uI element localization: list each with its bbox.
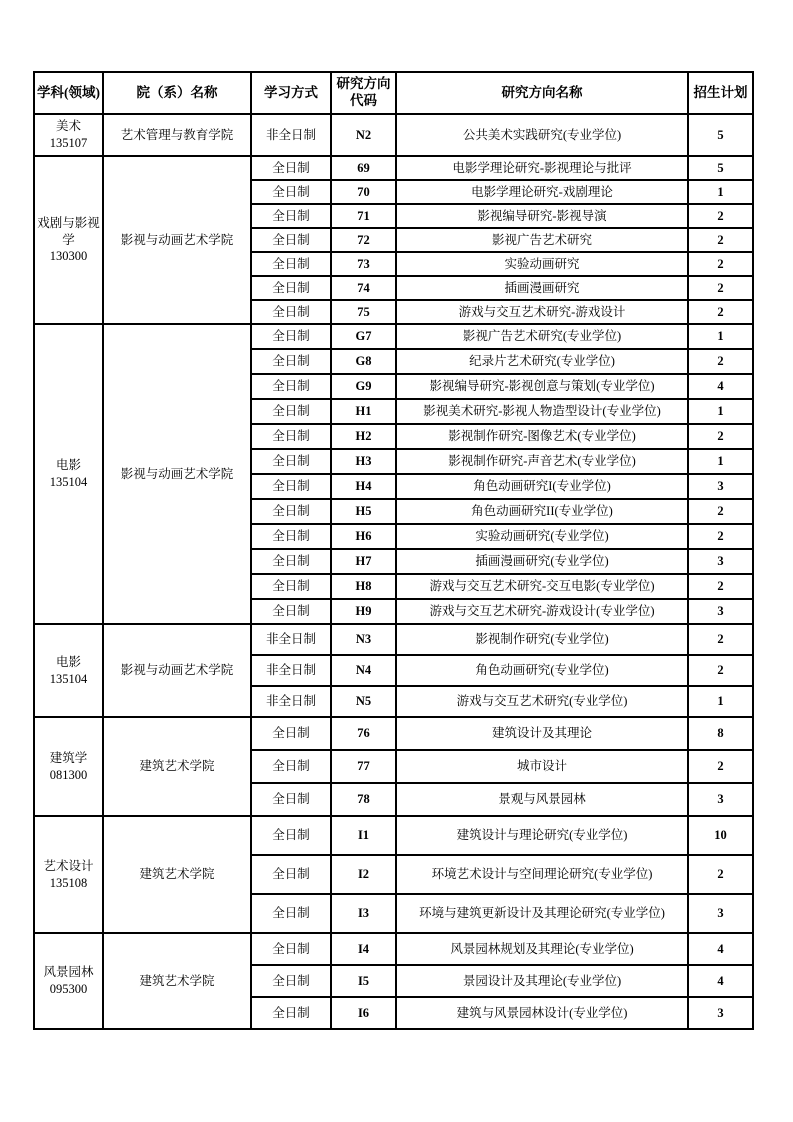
- direction-name-cell: 影视编导研究-影视导演: [396, 204, 688, 228]
- study-mode-cell: 全日制: [251, 424, 331, 449]
- direction-name-cell: 角色动画研究(专业学位): [396, 655, 688, 686]
- direction-code-cell: G7: [331, 324, 396, 349]
- direction-code-cell: I1: [331, 816, 396, 855]
- direction-code-cell: H1: [331, 399, 396, 424]
- table-row: [34, 624, 753, 655]
- direction-name-cell: 角色动画研究II(专业学位): [396, 499, 688, 524]
- subject-cell: [34, 717, 103, 816]
- study-mode-cell: 全日制: [251, 933, 331, 965]
- direction-name-cell: 风景园林规划及其理论(专业学位): [396, 933, 688, 965]
- direction-code-cell: I4: [331, 933, 396, 965]
- study-mode-cell: 全日制: [251, 549, 331, 574]
- direction-name-cell: 影视广告艺术研究(专业学位): [396, 324, 688, 349]
- subject-code: 135104: [49, 671, 88, 686]
- direction-name-cell: 电影学理论研究-戏剧理论: [396, 180, 688, 204]
- direction-name-cell: 影视编导研究-影视创意与策划(专业学位): [396, 374, 688, 399]
- study-mode-cell: 全日制: [251, 399, 331, 424]
- enrollment-plan-cell: 8: [688, 717, 753, 750]
- table-row: [34, 324, 753, 349]
- enrollment-plan-cell: 2: [688, 228, 753, 252]
- study-mode-cell: 全日制: [251, 997, 331, 1029]
- study-mode-cell: 非全日制: [251, 655, 331, 686]
- enrollment-plan-cell: 1: [688, 180, 753, 204]
- direction-name-cell: 建筑设计与理论研究(专业学位): [396, 816, 688, 855]
- header-college: 院（系）名称: [103, 72, 251, 114]
- study-mode-cell: 全日制: [251, 180, 331, 204]
- direction-code-cell: H3: [331, 449, 396, 474]
- enrollment-plan-cell: 3: [688, 599, 753, 624]
- study-mode-cell: 全日制: [251, 474, 331, 499]
- direction-name-cell: 建筑设计及其理论: [396, 717, 688, 750]
- direction-name-cell: 角色动画研究I(专业学位): [396, 474, 688, 499]
- table-row: [34, 156, 753, 180]
- study-mode-cell: 全日制: [251, 324, 331, 349]
- study-mode-cell: 非全日制: [251, 114, 331, 156]
- table-row: [34, 717, 753, 750]
- subject-code: 095300: [49, 982, 88, 996]
- enrollment-plan-cell: 2: [688, 855, 753, 894]
- enrollment-plan-cell: 3: [688, 997, 753, 1029]
- direction-code-cell: G8: [331, 349, 396, 374]
- direction-code-cell: 71: [331, 204, 396, 228]
- direction-code-cell: 70: [331, 180, 396, 204]
- direction-name-cell: 实验动画研究: [396, 252, 688, 276]
- direction-code-cell: G9: [331, 374, 396, 399]
- study-mode-cell: 非全日制: [251, 624, 331, 655]
- enrollment-plan-cell: 2: [688, 624, 753, 655]
- direction-code-cell: 74: [331, 276, 396, 300]
- direction-code-cell: 75: [331, 300, 396, 324]
- study-mode-cell: 全日制: [251, 599, 331, 624]
- table-row: [34, 114, 753, 156]
- direction-code-cell: 73: [331, 252, 396, 276]
- subject-cell: [34, 156, 103, 324]
- enrollment-plan-cell: 2: [688, 499, 753, 524]
- direction-name-cell: 游戏与交互艺术研究-游戏设计(专业学位): [396, 599, 688, 624]
- college-cell: 影视与动画艺术学院: [103, 156, 251, 324]
- subject-cell: [34, 114, 103, 156]
- direction-name-cell: 城市设计: [396, 750, 688, 783]
- enrollment-plan-cell: 2: [688, 349, 753, 374]
- direction-name-cell: 影视美术研究-影视人物造型设计(专业学位): [396, 399, 688, 424]
- direction-name-cell: 景观与风景园林: [396, 783, 688, 816]
- direction-name-cell: 游戏与交互艺术研究(专业学位): [396, 686, 688, 717]
- study-mode-cell: 全日制: [251, 300, 331, 324]
- header-study-mode: 学习方式: [251, 72, 331, 114]
- study-mode-cell: 全日制: [251, 499, 331, 524]
- study-mode-cell: 全日制: [251, 717, 331, 750]
- header-row: [34, 72, 753, 114]
- table-row: [34, 816, 753, 855]
- direction-code-cell: H8: [331, 574, 396, 599]
- enrollment-plan-cell: 1: [688, 324, 753, 349]
- subject-name: 美术: [55, 119, 81, 134]
- table-row: [34, 933, 753, 965]
- header-subject: 学科(领域): [34, 72, 103, 114]
- direction-code-cell: H4: [331, 474, 396, 499]
- direction-name-cell: 插画漫画研究(专业学位): [396, 549, 688, 574]
- direction-code-cell: I3: [331, 894, 396, 933]
- subject-name: 风景园林: [43, 965, 94, 980]
- study-mode-cell: 非全日制: [251, 686, 331, 717]
- study-mode-cell: 全日制: [251, 855, 331, 894]
- study-mode-cell: 全日制: [251, 524, 331, 549]
- direction-code-cell: I5: [331, 965, 396, 997]
- study-mode-cell: 全日制: [251, 574, 331, 599]
- direction-name-cell: 插画漫画研究: [396, 276, 688, 300]
- direction-code-cell: N4: [331, 655, 396, 686]
- enrollment-plan-cell: 2: [688, 300, 753, 324]
- direction-code-cell: H7: [331, 549, 396, 574]
- direction-code-cell: 77: [331, 750, 396, 783]
- direction-code-cell: N2: [331, 114, 396, 156]
- direction-code-cell: H2: [331, 424, 396, 449]
- direction-name-cell: 纪录片艺术研究(专业学位): [396, 349, 688, 374]
- direction-name-cell: 影视制作研究-声音艺术(专业学位): [396, 449, 688, 474]
- enrollment-plan-cell: 4: [688, 965, 753, 997]
- enrollment-plan-cell: 5: [688, 114, 753, 156]
- subject-code: 081300: [49, 767, 88, 782]
- study-mode-cell: 全日制: [251, 816, 331, 855]
- direction-name-cell: 景园设计及其理论(专业学位): [396, 965, 688, 997]
- direction-code-cell: 69: [331, 156, 396, 180]
- direction-code-cell: H9: [331, 599, 396, 624]
- college-cell: 建筑艺术学院: [103, 717, 251, 816]
- enrollment-plan-cell: 3: [688, 894, 753, 933]
- study-mode-cell: 全日制: [251, 783, 331, 816]
- enrollment-plan-cell: 2: [688, 750, 753, 783]
- study-mode-cell: 全日制: [251, 204, 331, 228]
- college-cell: 建筑艺术学院: [103, 933, 251, 1029]
- enrollment-plan-cell: 3: [688, 474, 753, 499]
- table-body: [34, 114, 753, 1029]
- study-mode-cell: 全日制: [251, 156, 331, 180]
- subject-name: 电影: [55, 654, 81, 669]
- college-cell: 影视与动画艺术学院: [103, 324, 251, 624]
- college-cell: 影视与动画艺术学院: [103, 624, 251, 717]
- subject-code: 135107: [49, 136, 88, 150]
- subject-cell: [34, 816, 103, 933]
- study-mode-cell: 全日制: [251, 349, 331, 374]
- subject-name: 艺术设计: [43, 858, 94, 873]
- subject-code: 135104: [49, 475, 88, 489]
- subject-cell: [34, 933, 103, 1029]
- subject-name: 建筑学: [49, 750, 88, 765]
- direction-name-cell: 影视制作研究(专业学位): [396, 624, 688, 655]
- college-cell: 建筑艺术学院: [103, 816, 251, 933]
- enrollment-plan-cell: 4: [688, 374, 753, 399]
- enrollment-plan-cell: 1: [688, 399, 753, 424]
- enrollment-plan-cell: 2: [688, 655, 753, 686]
- direction-code-cell: N3: [331, 624, 396, 655]
- study-mode-cell: 全日制: [251, 449, 331, 474]
- direction-code-cell: I6: [331, 997, 396, 1029]
- enrollment-plan-cell: 2: [688, 424, 753, 449]
- direction-code-cell: H6: [331, 524, 396, 549]
- direction-name-cell: 游戏与交互艺术研究-游戏设计: [396, 300, 688, 324]
- subject-cell: [34, 324, 103, 624]
- subject-code: 135108: [49, 875, 88, 890]
- direction-name-cell: 游戏与交互艺术研究-交互电影(专业学位): [396, 574, 688, 599]
- enrollment-plan-cell: 2: [688, 252, 753, 276]
- direction-code-cell: H5: [331, 499, 396, 524]
- enrollment-plan-cell: 3: [688, 783, 753, 816]
- direction-name-cell: 环境艺术设计与空间理论研究(专业学位): [396, 855, 688, 894]
- enrollment-plan-cell: 2: [688, 574, 753, 599]
- subject-code: 130300: [49, 249, 88, 264]
- study-mode-cell: 全日制: [251, 228, 331, 252]
- subject-cell: [34, 624, 103, 717]
- header-direction-code: 研究方向代码: [331, 72, 396, 114]
- direction-name-cell: 公共美术实践研究(专业学位): [396, 114, 688, 156]
- direction-code-cell: N5: [331, 686, 396, 717]
- subject-name: 戏剧与影视学: [37, 215, 100, 247]
- study-mode-cell: 全日制: [251, 750, 331, 783]
- header-direction-name: 研究方向名称: [396, 72, 688, 114]
- direction-name-cell: 建筑与风景园林设计(专业学位): [396, 997, 688, 1029]
- direction-code-cell: I2: [331, 855, 396, 894]
- enrollment-plan-cell: 1: [688, 449, 753, 474]
- direction-code-cell: 72: [331, 228, 396, 252]
- enrollment-plan-cell: 2: [688, 276, 753, 300]
- enrollment-plan-cell: 4: [688, 933, 753, 965]
- study-mode-cell: 全日制: [251, 276, 331, 300]
- direction-name-cell: 电影学理论研究-影视理论与批评: [396, 156, 688, 180]
- direction-code-cell: 78: [331, 783, 396, 816]
- college-cell: 艺术管理与教育学院: [103, 114, 251, 156]
- study-mode-cell: 全日制: [251, 894, 331, 933]
- enrollment-plan-cell: 2: [688, 524, 753, 549]
- table-header: [34, 72, 753, 114]
- enrollment-plan-cell: 2: [688, 204, 753, 228]
- subject-name: 电影: [55, 458, 81, 473]
- direction-name-cell: 影视制作研究-图像艺术(专业学位): [396, 424, 688, 449]
- direction-name-cell: 环境与建筑更新设计及其理论研究(专业学位): [396, 894, 688, 933]
- admissions-table: [33, 71, 754, 1030]
- direction-code-cell: 76: [331, 717, 396, 750]
- study-mode-cell: 全日制: [251, 965, 331, 997]
- enrollment-plan-cell: 5: [688, 156, 753, 180]
- enrollment-plan-cell: 10: [688, 816, 753, 855]
- study-mode-cell: 全日制: [251, 374, 331, 399]
- direction-name-cell: 实验动画研究(专业学位): [396, 524, 688, 549]
- enrollment-plan-cell: 1: [688, 686, 753, 717]
- study-mode-cell: 全日制: [251, 252, 331, 276]
- direction-name-cell: 影视广告艺术研究: [396, 228, 688, 252]
- header-enrollment-plan: 招生计划: [688, 72, 753, 114]
- enrollment-plan-cell: 3: [688, 549, 753, 574]
